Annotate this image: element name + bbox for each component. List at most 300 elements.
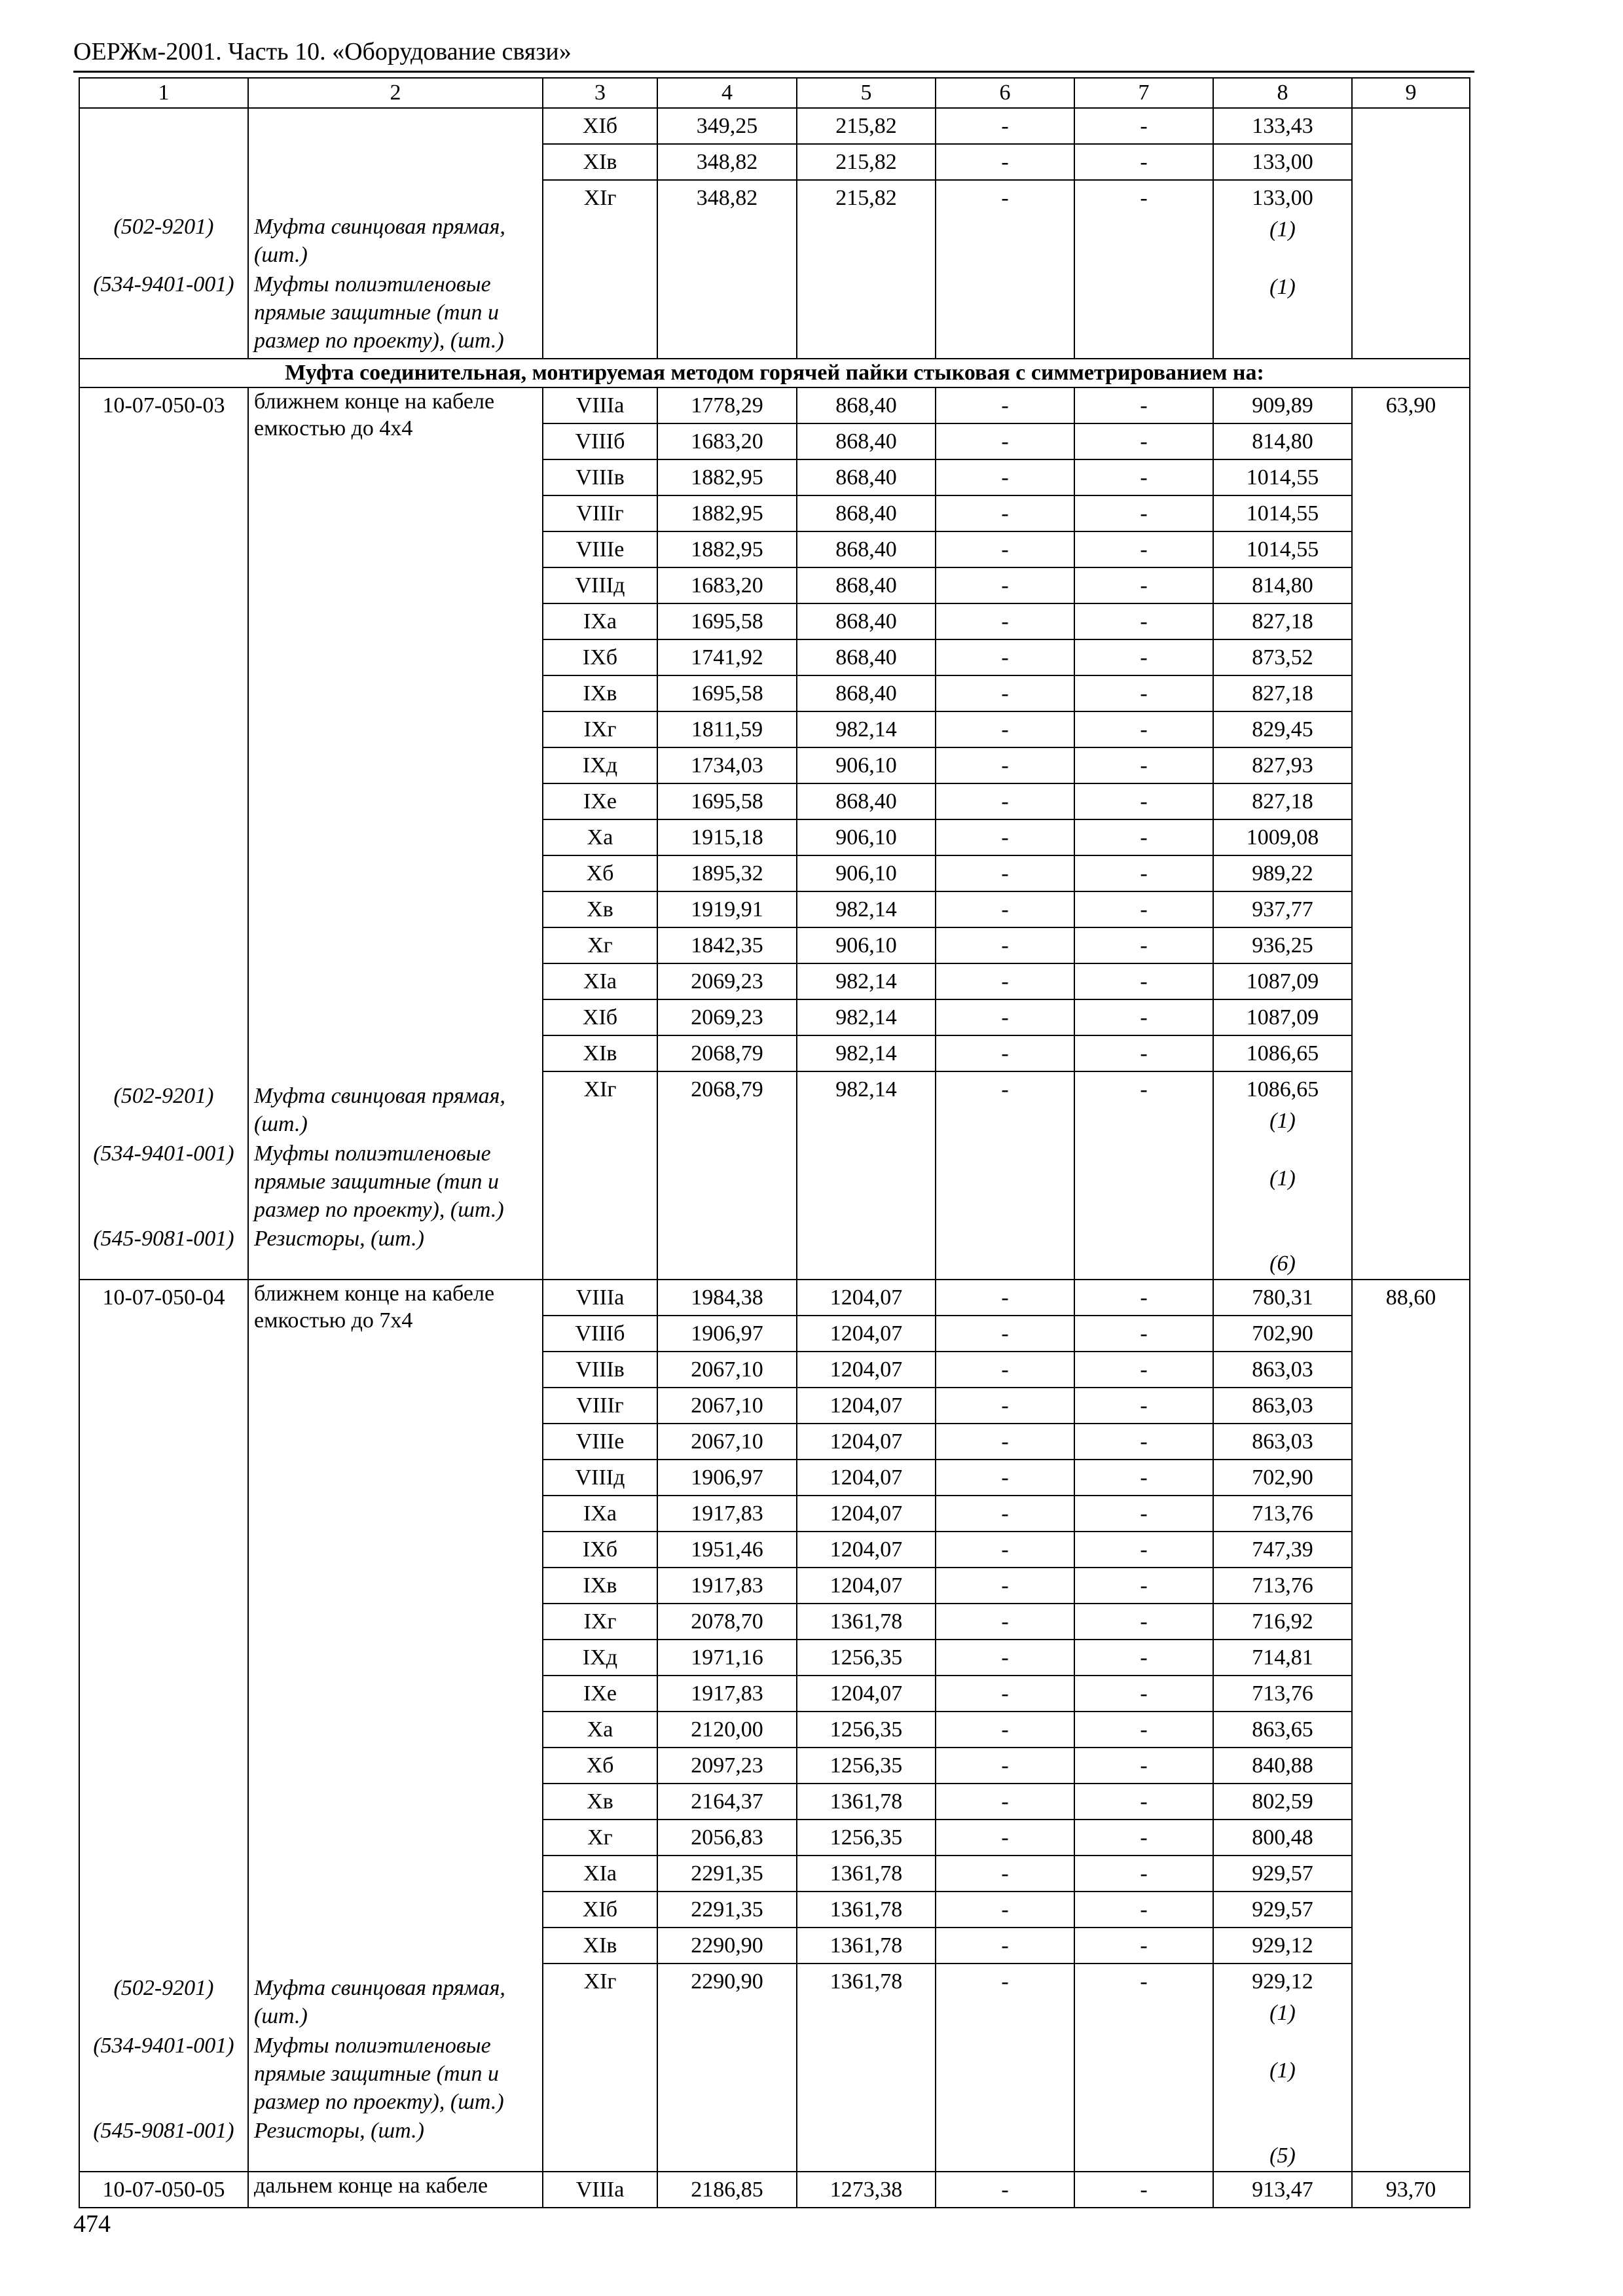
col-4-cell	[657, 108, 797, 359]
value-cell: 1361,78	[797, 1856, 935, 1892]
spacer	[254, 1334, 537, 1974]
col-4-cell	[657, 1280, 797, 2172]
value-cell: -	[936, 424, 1074, 460]
value-cell: 1204,07	[797, 1352, 935, 1388]
spacer	[543, 1249, 657, 1279]
col-9-cell	[1352, 108, 1470, 359]
value-cell: -	[936, 928, 1074, 964]
material-description: Муфты полиэтиленовые прямые защитные (тип и размер по проекту), (шт.)	[254, 1141, 504, 1222]
value-cell: -	[936, 712, 1074, 748]
value-cell: -	[1075, 1892, 1213, 1928]
value-cell: 2067,10	[658, 1388, 796, 1424]
value-cell: 1204,07	[797, 1424, 935, 1460]
value-cell: 982,14	[797, 892, 935, 928]
value-cell: 1882,95	[658, 532, 796, 568]
value-cell: -	[1001, 186, 1009, 210]
value-cell: 827,93	[1214, 748, 1351, 784]
value-cell: -	[1075, 892, 1213, 928]
value-cell: -	[936, 1388, 1074, 1424]
value-cell: 868,40	[797, 604, 935, 640]
value-cell: -	[1075, 712, 1213, 748]
value-cell: 868,40	[797, 568, 935, 604]
value-cell: -	[1075, 1280, 1213, 1316]
value-cell: 133,43	[1214, 109, 1351, 145]
value-cell: 1204,07	[797, 1532, 935, 1568]
value-cell: 982,14	[835, 1077, 897, 1102]
col-5-cell	[797, 108, 936, 359]
value-cell: -	[936, 532, 1074, 568]
value-cell: -	[1075, 424, 1213, 460]
value-cell: 868,40	[797, 496, 935, 532]
value-cell: 2290,90	[658, 1928, 796, 1964]
item-code: 10-07-050-04	[102, 1285, 225, 1310]
zone-label: Xг	[543, 928, 657, 964]
value-cell: -	[936, 640, 1074, 676]
col-8-cell	[1213, 387, 1352, 1280]
col-7-cell	[1074, 1280, 1213, 2172]
value-cell: 1009,08	[1214, 820, 1351, 856]
value-cell: 1204,07	[797, 1460, 935, 1496]
value-cell: -	[936, 1568, 1074, 1604]
value-cell: 1256,35	[797, 1820, 935, 1856]
spacer	[936, 1249, 1074, 1279]
value-cell: 863,65	[1214, 1712, 1351, 1748]
spacer	[85, 423, 242, 1082]
material-code: (545-9081-001)	[93, 2119, 234, 2143]
zone-label: XIа	[543, 1856, 657, 1892]
spacer	[1075, 215, 1213, 273]
col-6-cell	[936, 1280, 1074, 2172]
value-cell: 1895,32	[658, 856, 796, 892]
spacer	[658, 1999, 796, 2056]
value-cell: 909,89	[1214, 388, 1351, 424]
value-cell: 1917,83	[658, 1496, 796, 1532]
value-cell: 1683,20	[658, 568, 796, 604]
col-6-cell	[936, 387, 1074, 1280]
value-cell: -	[936, 1424, 1074, 1460]
value-cell: -	[1075, 1000, 1213, 1036]
spacer	[797, 1164, 935, 1249]
zone-label: IXд	[543, 748, 657, 784]
value-cell: -	[936, 1676, 1074, 1712]
value-cell: 1086,65	[1246, 1077, 1319, 1102]
spacer	[1075, 1164, 1213, 1249]
value-cell: 1204,07	[797, 1280, 935, 1316]
value-cell: -	[936, 145, 1074, 181]
zone-label: VIIIе	[543, 532, 657, 568]
value-cell: 913,47	[1252, 2178, 1313, 2202]
value-cell: 1951,46	[658, 1532, 796, 1568]
zone-label: VIIIг	[543, 496, 657, 532]
value-cell: 1087,09	[1214, 964, 1351, 1000]
value-cell: 1984,38	[658, 1280, 796, 1316]
value-cell: -	[1075, 1316, 1213, 1352]
value-cell: -	[936, 784, 1074, 820]
value-cell: -	[1075, 1748, 1213, 1784]
column-number-6: 6	[936, 78, 1074, 108]
zone-label: XIв	[543, 145, 657, 181]
value-cell: -	[1140, 1077, 1148, 1102]
item-code: 10-07-050-03	[102, 393, 225, 418]
spacer	[936, 1999, 1074, 2056]
value-cell: 800,48	[1214, 1820, 1351, 1856]
material-description: Муфта свинцовая прямая, (шт.)	[254, 1084, 505, 1136]
value-cell: -	[1075, 1460, 1213, 1496]
zone-label: VIIIе	[543, 1424, 657, 1460]
spacer	[543, 273, 657, 358]
header-rule	[73, 71, 1474, 73]
value-cell: 937,77	[1214, 892, 1351, 928]
value-cell: -	[1075, 109, 1213, 145]
value-cell: 349,25	[658, 109, 796, 145]
value-cell: -	[1075, 388, 1213, 424]
spacer	[658, 1249, 796, 1279]
spacer	[658, 273, 796, 358]
zone-label: Xа	[543, 1712, 657, 1748]
col-3-cell	[543, 2172, 657, 2208]
value-cell: -	[936, 1640, 1074, 1676]
value-cell: -	[936, 1280, 1074, 1316]
section-heading: Муфта соединительная, монтируемая методом горячей пайки стыковая с симметрированием на:	[79, 359, 1470, 387]
spacer	[936, 215, 1074, 273]
value-cell: -	[1075, 1928, 1213, 1964]
value-cell: 215,82	[797, 145, 935, 181]
column-number-5: 5	[797, 78, 936, 108]
document-header-title: ОЕРЖм-2001. Часть 10. «Оборудование связи»	[73, 38, 572, 65]
value-cell: 868,40	[797, 388, 935, 424]
value-cell: 1695,58	[658, 676, 796, 712]
value-cell: 827,18	[1214, 784, 1351, 820]
value-cell: 702,90	[1214, 1316, 1351, 1352]
value-cell: 1204,07	[797, 1496, 935, 1532]
value-cell: -	[1075, 1424, 1213, 1460]
zone-label: XIб	[543, 1000, 657, 1036]
spacer	[797, 2142, 935, 2171]
value-cell: 2290,90	[691, 1969, 763, 1994]
value-cell: -	[936, 1496, 1074, 1532]
value-cell: -	[1140, 186, 1148, 210]
value-cell: -	[1075, 964, 1213, 1000]
zone-label: XIг	[583, 1077, 617, 1102]
value-cell: 348,82	[696, 186, 758, 210]
col-8-cell	[1213, 108, 1352, 359]
zone-label: VIIIа	[543, 388, 657, 424]
value-cell: -	[1075, 1496, 1213, 1532]
material-description: Муфты полиэтиленовые прямые защитные (тип и размер по проекту), (шт.)	[254, 2034, 504, 2114]
zone-label: XIб	[543, 109, 657, 145]
continuation-block	[79, 108, 1470, 359]
value-cell: 868,40	[797, 460, 935, 496]
zone-label: IXб	[543, 1532, 657, 1568]
value-cell: 868,40	[797, 784, 935, 820]
item-name: ближнем конце на кабеле емкостью до 4х4	[254, 389, 495, 440]
code-cell	[79, 1280, 248, 2172]
value-cell: -	[936, 1352, 1074, 1388]
material-code: (545-9081-001)	[93, 1227, 234, 1251]
value-cell: -	[1075, 145, 1213, 181]
spacer	[1075, 1107, 1213, 1164]
zone-label: IXв	[543, 1568, 657, 1604]
zone-label: VIIIд	[543, 568, 657, 604]
spacer	[797, 273, 935, 358]
zone-label: VIIIв	[543, 460, 657, 496]
column-number-7: 7	[1074, 78, 1213, 108]
value-cell: 982,14	[797, 1000, 935, 1036]
item-code: 10-07-050-05	[102, 2178, 225, 2202]
item-block	[79, 1280, 1470, 2172]
value-cell: 1361,78	[830, 1969, 903, 1994]
value-cell: 1256,35	[797, 1640, 935, 1676]
value-cell: -	[1075, 532, 1213, 568]
material-description: Муфта свинцовая прямая, (шт.)	[254, 1976, 505, 2028]
value-cell: 982,14	[797, 1036, 935, 1072]
spacer	[254, 109, 537, 213]
material-quantity: (6)	[1269, 1251, 1296, 1276]
material-code: (502-9201)	[113, 1084, 214, 1108]
code-cell	[79, 108, 248, 359]
value-cell: -	[1001, 1969, 1009, 1994]
value-cell: -	[1075, 676, 1213, 712]
value-cell: 929,57	[1214, 1856, 1351, 1892]
zone-label: Xа	[543, 820, 657, 856]
zone-label: IXб	[543, 640, 657, 676]
value-cell: -	[1075, 460, 1213, 496]
value-cell: -	[1075, 604, 1213, 640]
value-cell: 863,03	[1214, 1388, 1351, 1424]
value-cell: -	[936, 1928, 1074, 1964]
col-8-cell	[1213, 1280, 1352, 2172]
value-cell: 1882,95	[658, 460, 796, 496]
value-cell: 2120,00	[658, 1712, 796, 1748]
value-cell: -	[936, 1856, 1074, 1892]
spacer	[1075, 2056, 1213, 2142]
value-cell: 1778,29	[658, 388, 796, 424]
item-block	[79, 387, 1470, 1280]
zone-label: IXв	[543, 676, 657, 712]
value-cell: 747,39	[1214, 1532, 1351, 1568]
column-number-3: 3	[543, 78, 657, 108]
spacer	[543, 1164, 657, 1249]
col-6-cell	[936, 108, 1074, 359]
value-cell: 868,40	[797, 532, 935, 568]
column-number-8: 8	[1213, 78, 1352, 108]
value-cell: -	[1075, 1856, 1213, 1892]
material-quantity: (1)	[1269, 1166, 1296, 1191]
col-9-cell: 63,90	[1352, 387, 1470, 1280]
value-cell: 1256,35	[797, 1712, 935, 1748]
value-cell: 2056,83	[658, 1820, 796, 1856]
zone-label: VIIIг	[543, 1388, 657, 1424]
col-3-cell	[543, 108, 657, 359]
material-code: (502-9201)	[113, 1976, 214, 2000]
value-cell: -	[936, 109, 1074, 145]
value-cell: 868,40	[797, 424, 935, 460]
spacer	[658, 215, 796, 273]
value-cell: -	[1075, 1676, 1213, 1712]
description-cell	[248, 2172, 543, 2208]
col-7-cell	[1074, 108, 1213, 359]
value-cell: 1917,83	[658, 1568, 796, 1604]
value-cell: -	[936, 460, 1074, 496]
zone-label: XIб	[543, 1892, 657, 1928]
value-cell: 936,25	[1214, 928, 1351, 964]
material-description: Муфта свинцовая прямая, (шт.)	[254, 215, 505, 267]
value-cell: 827,18	[1214, 604, 1351, 640]
value-cell: -	[1075, 640, 1213, 676]
value-cell: -	[936, 1036, 1074, 1072]
value-cell: 929,12	[1214, 1928, 1351, 1964]
value-cell: 1361,78	[797, 1892, 935, 1928]
material-code: (534-9401-001)	[93, 2034, 234, 2058]
value-cell: 1204,07	[797, 1388, 935, 1424]
spacer	[1075, 1999, 1213, 2056]
value-cell: 1919,91	[658, 892, 796, 928]
value-cell: -	[936, 1316, 1074, 1352]
page-number: 474	[73, 2210, 111, 2238]
value-cell: 2291,35	[658, 1856, 796, 1892]
value-cell: -	[936, 1000, 1074, 1036]
spacer	[797, 215, 935, 273]
zone-label: XIг	[583, 186, 617, 210]
value-cell: 863,03	[1214, 1424, 1351, 1460]
zone-label: VIIIд	[543, 1460, 657, 1496]
value-cell: 829,45	[1214, 712, 1351, 748]
value-cell: -	[1075, 820, 1213, 856]
value-cell: -	[1140, 2178, 1148, 2202]
value-cell: 1741,92	[658, 640, 796, 676]
zone-label: IXг	[543, 712, 657, 748]
zone-label: VIIIб	[543, 1316, 657, 1352]
value-cell: 780,31	[1214, 1280, 1351, 1316]
spacer	[797, 1999, 935, 2056]
code-cell	[79, 2172, 248, 2208]
value-cell: -	[936, 568, 1074, 604]
col-7-cell	[1074, 2172, 1213, 2208]
value-cell: 2291,35	[658, 1892, 796, 1928]
value-cell: 1683,20	[658, 424, 796, 460]
value-cell: -	[1075, 748, 1213, 784]
value-cell: -	[936, 496, 1074, 532]
zone-label: IXе	[543, 1676, 657, 1712]
zone-label: IXа	[543, 1496, 657, 1532]
spacer	[85, 109, 242, 213]
code-cell	[79, 387, 248, 1280]
column-number-row	[79, 78, 1470, 108]
zone-label: Xб	[543, 1748, 657, 1784]
value-cell: 1906,97	[658, 1460, 796, 1496]
material-description: Резисторы, (шт.)	[254, 1227, 424, 1251]
value-cell: 1811,59	[658, 712, 796, 748]
zone-label: Xг	[543, 1820, 657, 1856]
value-cell: 2069,23	[658, 964, 796, 1000]
col-3-cell	[543, 387, 657, 1280]
value-cell: -	[936, 1892, 1074, 1928]
value-cell: 814,80	[1214, 568, 1351, 604]
zone-label: IXе	[543, 784, 657, 820]
rates-table	[79, 77, 1470, 2208]
value-cell: 1915,18	[658, 820, 796, 856]
value-cell: 1734,03	[658, 748, 796, 784]
material-code: (534-9401-001)	[93, 272, 234, 296]
value-cell: -	[1001, 2178, 1009, 2202]
spacer	[254, 2199, 537, 2207]
value-cell: 1204,07	[797, 1568, 935, 1604]
col-4-cell	[657, 387, 797, 1280]
value-cell: 814,80	[1214, 424, 1351, 460]
value-cell: 1695,58	[658, 604, 796, 640]
value-cell: -	[936, 964, 1074, 1000]
value-cell: 215,82	[797, 109, 935, 145]
value-cell: 1256,35	[797, 1748, 935, 1784]
value-cell: -	[1140, 1969, 1148, 1994]
value-cell: 1014,55	[1214, 496, 1351, 532]
value-cell: -	[936, 892, 1074, 928]
material-quantity: (1)	[1269, 275, 1296, 299]
zone-label: IXг	[543, 1604, 657, 1640]
value-cell: 348,82	[658, 145, 796, 181]
spacer	[658, 2056, 796, 2142]
spacer	[658, 2142, 796, 2171]
value-cell: -	[936, 1604, 1074, 1640]
value-cell: 1014,55	[1214, 460, 1351, 496]
material-quantity: (5)	[1269, 2144, 1296, 2168]
value-cell: 2067,10	[658, 1424, 796, 1460]
value-cell: 1842,35	[658, 928, 796, 964]
col-3-cell	[543, 1280, 657, 2172]
value-cell: 863,03	[1214, 1352, 1351, 1388]
col-5-cell	[797, 1280, 936, 2172]
value-cell: -	[936, 820, 1074, 856]
value-cell: 1014,55	[1214, 532, 1351, 568]
value-cell: 2067,10	[658, 1352, 796, 1388]
value-cell: 982,14	[797, 964, 935, 1000]
value-cell: 1087,09	[1214, 1000, 1351, 1036]
spacer	[936, 1164, 1074, 1249]
value-cell: -	[1075, 856, 1213, 892]
value-cell: -	[936, 388, 1074, 424]
value-cell: -	[1075, 1712, 1213, 1748]
spacer	[1075, 1249, 1213, 1279]
value-cell: -	[936, 856, 1074, 892]
value-cell: 215,82	[835, 186, 897, 210]
column-number-9: 9	[1352, 78, 1470, 108]
material-quantity: (1)	[1269, 2058, 1296, 2083]
item-name: ближнем конце на кабеле емкостью до 7х4	[254, 1282, 495, 1333]
value-cell: 716,92	[1214, 1604, 1351, 1640]
value-cell: -	[1001, 1077, 1009, 1102]
spacer	[1075, 2142, 1213, 2171]
value-cell: -	[1075, 1604, 1213, 1640]
material-quantity: (1)	[1269, 217, 1296, 242]
value-cell: 702,90	[1214, 1460, 1351, 1496]
value-cell: -	[936, 1748, 1074, 1784]
zone-label: IXа	[543, 604, 657, 640]
value-cell: -	[936, 748, 1074, 784]
value-cell: -	[1075, 568, 1213, 604]
zone-label: Xб	[543, 856, 657, 892]
zone-label: Xв	[543, 892, 657, 928]
col-5-cell	[797, 2172, 936, 2208]
value-cell: 2164,37	[658, 1784, 796, 1820]
value-cell: -	[936, 1820, 1074, 1856]
col-5-cell	[797, 387, 936, 1280]
zone-label: XIа	[543, 964, 657, 1000]
item-block	[79, 2172, 1470, 2208]
value-cell: 873,52	[1214, 640, 1351, 676]
value-cell: 1971,16	[658, 1640, 796, 1676]
value-cell: -	[1075, 1568, 1213, 1604]
zone-label: IXд	[543, 1640, 657, 1676]
